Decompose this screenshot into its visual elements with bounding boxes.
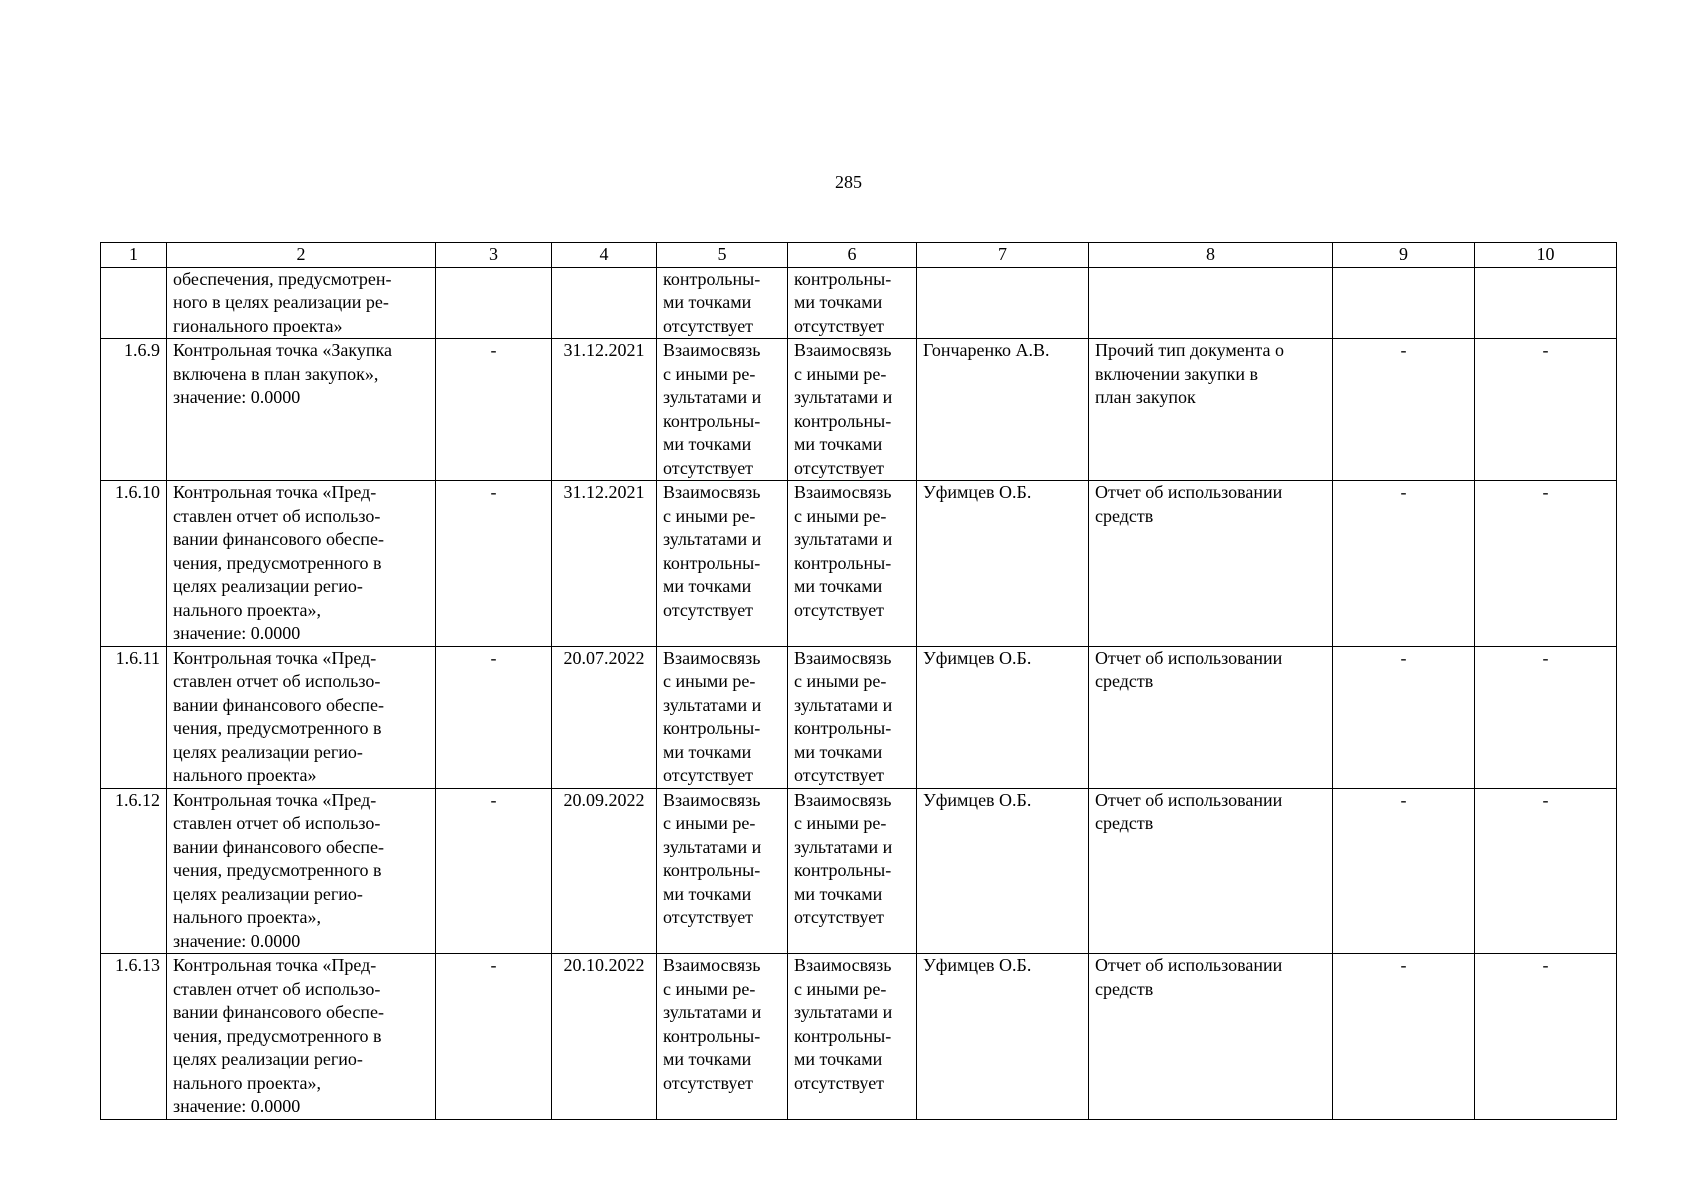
cell-document: Отчет об использовании средств (1089, 481, 1333, 647)
cell-col3: - (436, 788, 552, 954)
column-header-8: 8 (1089, 243, 1333, 268)
column-header-4: 4 (552, 243, 657, 268)
cell-num: 1.6.12 (101, 788, 167, 954)
column-header-3: 3 (436, 243, 552, 268)
cell-col9: - (1333, 339, 1475, 481)
cell-document: Прочий тип документа о включении закупки в план закупок (1089, 339, 1333, 481)
cell-col9 (1333, 267, 1475, 339)
cell-document: Отчет об использовании средств (1089, 646, 1333, 788)
cell-col3 (436, 267, 552, 339)
cell-relation-points: Взаимосвязь с иными ре- зультатами и контрольны- ми точками отсутствует (788, 481, 917, 647)
cell-col10: - (1475, 339, 1617, 481)
cell-relation-results: Взаимосвязь с иными ре- зультатами и контрольны- ми точками отсутствует (657, 481, 788, 647)
control-points-table (100, 242, 1617, 1120)
cell-responsible: Уфимцев О.Б. (917, 954, 1089, 1120)
table-row (101, 954, 1617, 1120)
cell-relation-points: контрольны- ми точками отсутствует (788, 267, 917, 339)
cell-document: Отчет об использовании средств (1089, 788, 1333, 954)
cell-col10: - (1475, 646, 1617, 788)
column-header-5: 5 (657, 243, 788, 268)
column-header-10: 10 (1475, 243, 1617, 268)
cell-num (101, 267, 167, 339)
cell-relation-results: Взаимосвязь с иными ре- зультатами и контрольны- ми точками отсутствует (657, 788, 788, 954)
cell-document (1089, 267, 1333, 339)
table-row (101, 481, 1617, 647)
cell-col10: - (1475, 788, 1617, 954)
header-row (101, 243, 1617, 268)
table-row (101, 646, 1617, 788)
cell-col3: - (436, 646, 552, 788)
cell-name: Контрольная точка «Пред- ставлен отчет об использо- вании финансового обеспе- чения, предусмотренного в целях реализации регио- нального проекта», значение: 0.0000 (167, 481, 436, 647)
cell-col3: - (436, 481, 552, 647)
cell-col9: - (1333, 646, 1475, 788)
cell-name: Контрольная точка «Пред- ставлен отчет об использо- вании финансового обеспе- чения, предусмотренного в целях реализации регио- нального проекта», значение: 0.0000 (167, 954, 436, 1120)
table-row (101, 788, 1617, 954)
column-header-9: 9 (1333, 243, 1475, 268)
cell-num: 1.6.13 (101, 954, 167, 1120)
cell-document: Отчет об использовании средств (1089, 954, 1333, 1120)
cell-num: 1.6.9 (101, 339, 167, 481)
cell-date: 31.12.2021 (552, 339, 657, 481)
cell-responsible: Уфимцев О.Б. (917, 646, 1089, 788)
table-row (101, 339, 1617, 481)
continuation-row (101, 267, 1617, 339)
cell-relation-results: контрольны- ми точками отсутствует (657, 267, 788, 339)
cell-relation-results: Взаимосвязь с иными ре- зультатами и контрольны- ми точками отсутствует (657, 954, 788, 1120)
cell-relation-results: Взаимосвязь с иными ре- зультатами и контрольны- ми точками отсутствует (657, 339, 788, 481)
page-number: 285 (835, 172, 862, 192)
cell-date (552, 267, 657, 339)
cell-responsible: Гончаренко А.В. (917, 339, 1089, 481)
cell-num: 1.6.11 (101, 646, 167, 788)
cell-num: 1.6.10 (101, 481, 167, 647)
cell-col9: - (1333, 788, 1475, 954)
column-header-6: 6 (788, 243, 917, 268)
cell-relation-points: Взаимосвязь с иными ре- зультатами и контрольны- ми точками отсутствует (788, 339, 917, 481)
cell-relation-points: Взаимосвязь с иными ре- зультатами и контрольны- ми точками отсутствует (788, 646, 917, 788)
cell-name: Контрольная точка «Пред- ставлен отчет об использо- вании финансового обеспе- чения, предусмотренного в целях реализации регио- нального проекта» (167, 646, 436, 788)
cell-name: Контрольная точка «Пред- ставлен отчет об использо- вании финансового обеспе- чения, предусмотренного в целях реализации регио- нального проекта», значение: 0.0000 (167, 788, 436, 954)
cell-date: 20.09.2022 (552, 788, 657, 954)
cell-responsible: Уфимцев О.Б. (917, 481, 1089, 647)
cell-responsible: Уфимцев О.Б. (917, 788, 1089, 954)
cell-relation-points: Взаимосвязь с иными ре- зультатами и контрольны- ми точками отсутствует (788, 954, 917, 1120)
cell-date: 20.07.2022 (552, 646, 657, 788)
column-header-1: 1 (101, 243, 167, 268)
cell-col3: - (436, 954, 552, 1120)
cell-name: Контрольная точка «Закупка включена в план закупок», значение: 0.0000 (167, 339, 436, 481)
cell-date: 20.10.2022 (552, 954, 657, 1120)
cell-col9: - (1333, 954, 1475, 1120)
cell-col10: - (1475, 954, 1617, 1120)
cell-col3: - (436, 339, 552, 481)
cell-name: обеспечения, предусмотрен- ного в целях реализации ре- гионального проекта» (167, 267, 436, 339)
cell-responsible (917, 267, 1089, 339)
cell-col10: - (1475, 481, 1617, 647)
cell-date: 31.12.2021 (552, 481, 657, 647)
cell-col10 (1475, 267, 1617, 339)
cell-col9: - (1333, 481, 1475, 647)
cell-relation-points: Взаимосвязь с иными ре- зультатами и контрольны- ми точками отсутствует (788, 788, 917, 954)
cell-relation-results: Взаимосвязь с иными ре- зультатами и контрольны- ми точками отсутствует (657, 646, 788, 788)
column-header-2: 2 (167, 243, 436, 268)
column-header-7: 7 (917, 243, 1089, 268)
